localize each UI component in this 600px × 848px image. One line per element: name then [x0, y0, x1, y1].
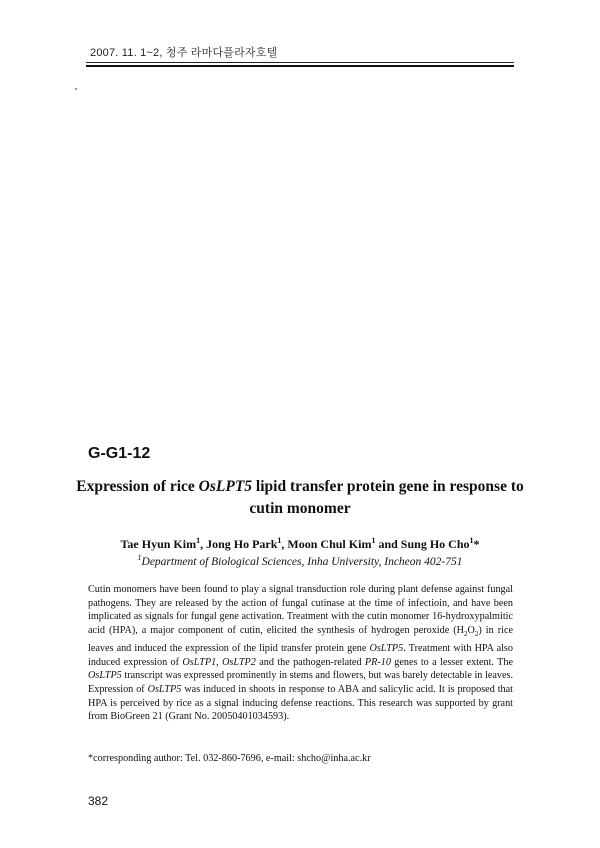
gene-name: OsLTP5: [369, 642, 404, 654]
author-1-affil: 1: [196, 536, 201, 545]
session-code: G-G1-12: [88, 445, 151, 462]
title-gene: OsLPT5: [198, 478, 253, 495]
gene-name: OsLTP5: [147, 683, 182, 695]
running-header: 2007. 11. 1~2, 청주 라마다플라자호텔: [90, 47, 278, 59]
corresponding-author: *corresponding author: Tel. 032-860-7696, e-mail: shcho@inha.ac.kr: [88, 753, 371, 764]
abstract-text: . Treatment with HPA also induced expression of: [88, 642, 513, 668]
header-rule-thick: [86, 65, 514, 67]
author-2-affil: 1: [277, 536, 282, 545]
affiliation-text: Department of Biological Sciences, Inha University, Incheon 402-751: [141, 555, 463, 568]
title-part1: Expression of rice: [76, 478, 199, 495]
author-3-affil: 1: [371, 536, 376, 545]
abstract-text: and the pathogen-related: [255, 656, 365, 668]
paper-title: [70, 476, 530, 520]
author-separator: ,: [281, 537, 288, 551]
author-3: Moon Chul Kim: [287, 537, 372, 551]
author-2: Jong Ho Park: [206, 537, 278, 551]
title-line2: cutin monomer: [249, 500, 351, 517]
affiliation-marker: 1: [137, 553, 142, 562]
gene-name: OsLTP5: [88, 670, 122, 682]
author-separator: ,: [200, 537, 207, 551]
abstract-text: Cutin monomers have been found to play a signal transduction role during plant defense against fungal pathogens. They are released by the action of fungal cutinase at the time of infectioin, and have been implicated as signals for fungal gene activation. Treatment with the cutin monomer 16-hydroxypalmitic acid (HPA), a major component of cutin, elicited the synthesis of hydrogen peroxide (H: [88, 584, 513, 637]
abstract-text: was induced in shoots in response to ABA and salicylic acid. It is proposed that HPA is perceived by rice as a signal inducing defense reactions. This research was supported by grant from BioGreen 21 (Grant No. 20050401034593).: [88, 683, 513, 723]
author-4: Sung Ho Cho: [400, 537, 470, 551]
header-rule-thin: [86, 62, 514, 63]
abstract-subscript: 2: [474, 630, 479, 639]
author-1: Tae Hyun Kim: [120, 537, 197, 551]
page-number: 382: [88, 794, 109, 808]
corresponding-mark: *: [473, 537, 480, 551]
abstract-text: ,: [216, 656, 223, 668]
author-list: [70, 536, 530, 552]
abstract-text: O: [467, 625, 475, 637]
abstract-subscript: 2: [464, 630, 468, 639]
author-and: and: [375, 537, 401, 551]
abstract-text: transcript was expressed prominently in stems and flowers, but was barely detectable in leaves. Expression of: [88, 670, 513, 695]
title-part2: lipid transfer protein gene in response to: [252, 478, 524, 495]
abstract-text: genes to a lesser extent. The: [390, 656, 513, 668]
gene-name: OsLTP1: [182, 656, 217, 668]
abstract: [88, 583, 513, 724]
gene-name: OsLTP2: [222, 656, 256, 668]
affiliation: [70, 553, 530, 568]
scan-speck: [75, 88, 77, 90]
abstract-text: ) in rice leaves and induced the expression of the lipid transfer protein gene: [88, 625, 513, 654]
author-4-affil: 1: [469, 536, 474, 545]
abstract-paragraph: [88, 583, 513, 724]
gene-name: PR-10: [364, 656, 391, 668]
